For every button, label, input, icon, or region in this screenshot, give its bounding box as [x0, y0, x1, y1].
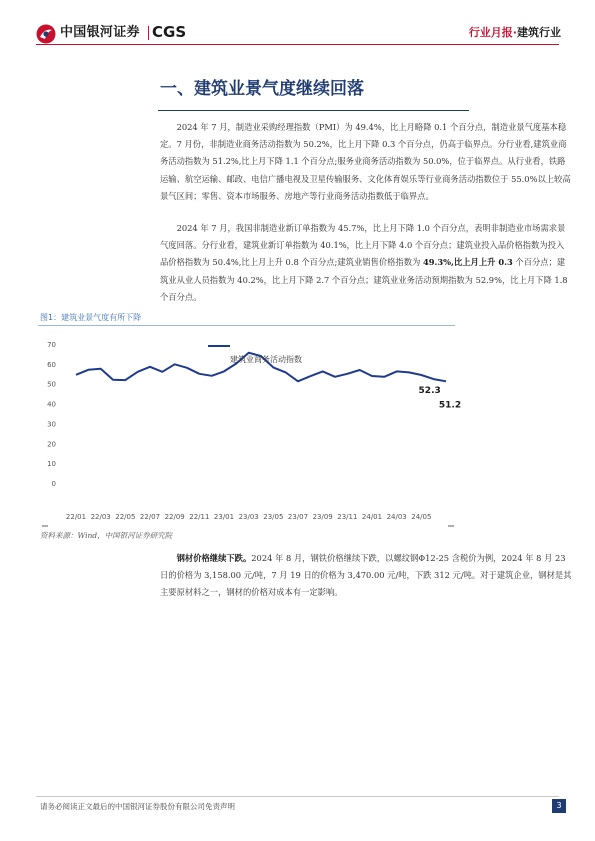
paragraph-bold: 49.3%,比上月上升 0.3 — [422, 257, 513, 268]
section-title: 一、建筑业景气度继续回落 — [160, 79, 364, 99]
figure-title: 图1：建筑业景气度有所下降 — [40, 313, 142, 322]
x-tick-label: 23/01 — [213, 513, 235, 521]
x-tick-label: 22/07 — [139, 513, 161, 521]
footer-disclaimer: 请务必阅读正文最后的中国银河证券股份有限公司免责声明 — [40, 802, 235, 811]
y-tick-label: 40 — [47, 400, 56, 409]
x-tick-label: 23/09 — [312, 513, 333, 521]
paragraph-text: 2024 年 7 月，我国非制造业新订单指数为 45.7%，比上月下降 1.0 个百分点，表明非制造业市场需求景气度回落。分行业看，建筑业新订单指数为 40.1%，比上月下降 4.0 个百分点；建筑业投入品价格指数为投入品价格指数为 50.4%,比上月上升 0.8 个百分点;建筑业销售价格指数为 — [160, 223, 566, 268]
y-tick-label: 20 — [47, 440, 56, 449]
figure-title-underline — [38, 325, 455, 326]
y-tick-label: 70 — [47, 341, 56, 349]
legend-label: 建筑业商务活动指数 — [230, 355, 302, 364]
x-tick-label: 23/03 — [238, 513, 259, 521]
x-tick-label: 23/07 — [287, 513, 309, 521]
paragraph-text: 个百分点；建筑业从业人员指数为 40.2%，比上月下降 2.7 个百分点；建筑业业务活动预期指数为 52.9%，比上月下降 1.8 个百分点。 — [160, 257, 568, 302]
x-tick-label: 24/05 — [411, 513, 432, 521]
logo-text-en: CGS — [152, 23, 187, 41]
x-tick-label: 22/03 — [90, 513, 111, 521]
x-tick-label: 22/09 — [164, 513, 185, 521]
logo-divider — [148, 26, 149, 40]
y-tick-label: 0 — [51, 480, 56, 488]
data-label: 52.3 — [418, 386, 441, 397]
data-label: 51.2 — [438, 400, 462, 411]
industry-name: 建筑行业 — [517, 26, 561, 39]
y-tick-label: 60 — [47, 360, 56, 369]
x-tick-label: 22/05 — [115, 513, 136, 521]
paragraph-new-orders — [160, 220, 572, 306]
logo-icon — [36, 24, 56, 44]
header-divider — [36, 44, 559, 45]
footer-divider — [36, 796, 559, 797]
report-type: 行业月报· — [468, 26, 517, 39]
figure-source: 资料来源：Wind，中国银河证券研究院 — [40, 531, 173, 540]
page-number: 3 — [552, 799, 566, 813]
paragraph-pmi: 2024 年 7 月，制造业采购经理指数（PMI）为 49.4%，比上月略降 0.1 个百分点，制造业景气度基本稳定。7 月份，非制造业商务活动指数为 50.2%，比上月下降 0.3 个百分点，仍高于临界点。分行业看,建筑业商务活动指数为 51.2%,比上月下降 1.1 个百分点;服务业商务活动指数为 50.0%，位于临界点。从行业看，铁路运输、航空运输、邮政、电信广播电视及卫星传输服务、文化体育娱乐等行业商务活动指数位于 55.0%以上较高景气区间；零售、资本市场服务、房地产等行业商务活动指数低于临界点。 — [160, 122, 571, 201]
x-tick-label: 24/03 — [386, 513, 407, 521]
section-underline — [158, 110, 469, 111]
logo-text: 中国银河证券 — [60, 25, 140, 40]
y-tick-label: 10 — [47, 460, 56, 469]
paragraph-text: 2024 年 8 月，钢铁价格继续下跌，以螺纹钢Φ12-25 含税价为例，2024 年 8 月 23 日的价格为 3,158.00 元/吨，7 月 19 日的价格为 3,470.00 元/吨，下跌 312 元/吨。对于建筑企业，钢材是其主要原材料之一，钢材的价格对成本有一定影响。 — [160, 553, 572, 598]
x-tick-label: 22/11 — [189, 513, 210, 521]
y-tick-label: 30 — [47, 420, 56, 429]
x-tick-label: 23/11 — [337, 513, 358, 521]
report-category — [469, 26, 561, 40]
paragraph-lead: 钢材价格继续下跌。 — [176, 553, 252, 563]
line-chart — [38, 330, 462, 526]
x-tick-label: 22/01 — [65, 513, 87, 521]
x-tick-label: 23/05 — [263, 513, 284, 521]
y-tick-label: 50 — [47, 380, 56, 389]
paragraph-steel — [160, 550, 572, 602]
x-tick-label: 24/01 — [361, 513, 383, 521]
